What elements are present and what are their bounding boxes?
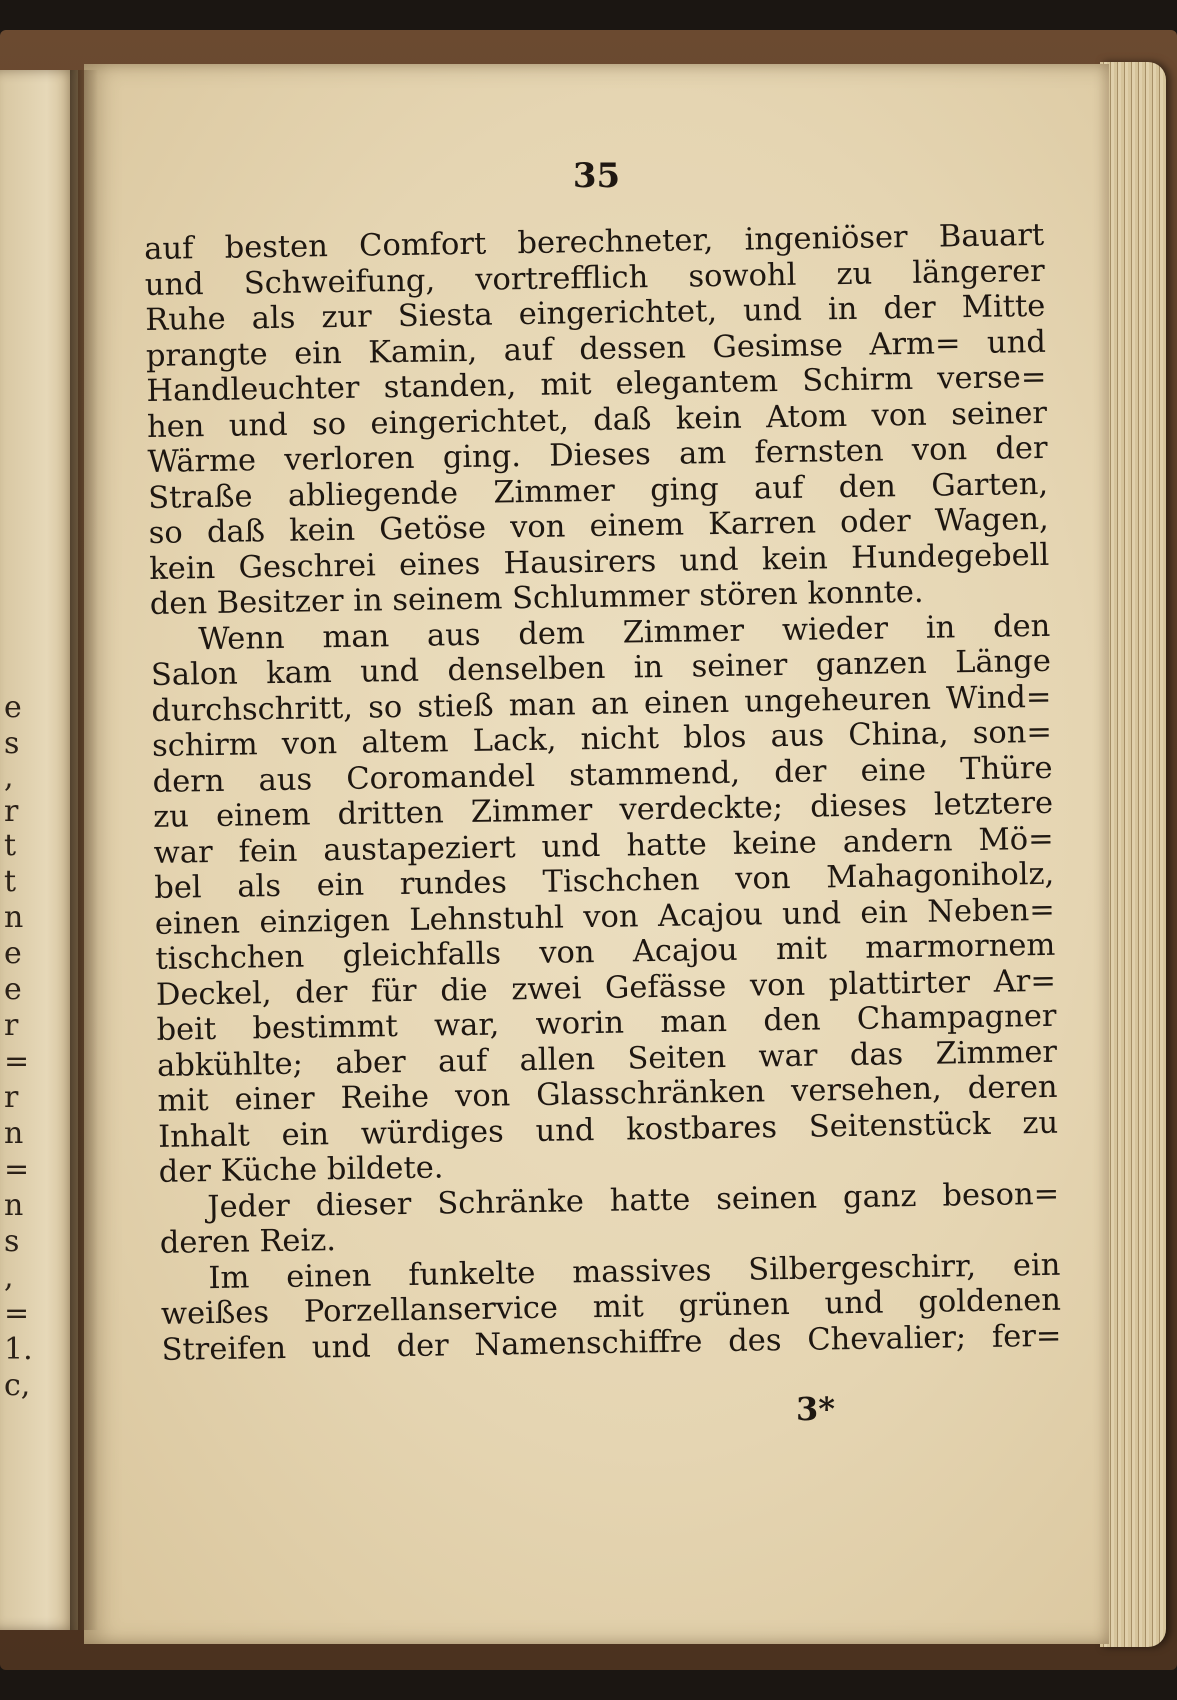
text-line: einen einzigen Lehnstuhl von Acajou und ein Neben=	[154, 892, 1056, 942]
text-line: der Küche bildete.	[158, 1150, 444, 1190]
text-line: den Besitzer in seinem Schlummer stören konnte.	[149, 574, 924, 622]
margin-glyph: r	[4, 1080, 19, 1115]
text-line: zu einem dritten Zimmer verdeckte; dieses letztere	[152, 785, 1054, 835]
margin-glyph: n	[4, 900, 24, 935]
margin-glyph: =	[4, 1296, 30, 1331]
text-line: Im einen funkelte massives Silbergeschirr, ein	[208, 1247, 1061, 1296]
text-line: Deckel, der für die zwei Gefässe von plattirter Ar=	[155, 963, 1057, 1013]
text-line: und Schweifung, vortrefflich sowohl zu längerer	[144, 253, 1045, 303]
margin-glyph: ,	[4, 760, 14, 795]
text-line: abkühlte; aber auf allen Seiten war das Zimmer	[156, 1034, 1058, 1084]
text-line: durchschritt, so stieß man an einen ungeheuren Wind=	[151, 679, 1052, 729]
margin-glyph: ,	[4, 1260, 14, 1295]
text-line: Wärme verloren ging. Dieses am fernsten von der	[147, 430, 1048, 480]
page-edge-stack	[1100, 62, 1166, 1647]
margin-glyph: t	[4, 828, 17, 863]
text-line: Wenn man aus dem Zimmer wieder in den	[198, 608, 1051, 657]
page-text	[144, 218, 1062, 1368]
text-line: beit bestimmt war, worin man den Champagner	[156, 998, 1057, 1048]
text-line: so daß kein Getöse von einem Karren oder Wagen,	[148, 501, 1049, 551]
text-line: weißes Porzellanservice mit grünen und goldenen	[160, 1282, 1062, 1332]
text-line: Salon kam und denselben in seiner ganzen Länge	[150, 643, 1052, 693]
margin-glyph: s	[4, 1224, 20, 1259]
text-line: Inhalt ein würdiges und kostbares Seitenstück zu	[157, 1105, 1059, 1155]
text-line: schirm von altem Lack, nicht blos aus China, son=	[151, 714, 1053, 764]
margin-glyph: n	[4, 1116, 24, 1151]
margin-glyph: r	[4, 1008, 19, 1043]
text-line: war fein austapeziert und hatte keine andern Mö=	[153, 821, 1054, 871]
text-line: Straße abliegende Zimmer ging auf den Garten,	[147, 466, 1049, 516]
page-number: 35	[572, 156, 621, 196]
text-line: Jeder dieser Schränke hatte seinen ganz beson=	[207, 1176, 1060, 1225]
margin-glyph: r	[4, 794, 19, 829]
text-line: dern aus Coromandel stammend, der eine Thüre	[152, 750, 1053, 800]
text-line: hen und so eingerichtet, daß kein Atom von seiner	[146, 395, 1048, 445]
margin-glyph: e	[4, 690, 22, 725]
text-line: Streifen und der Namenschiffre des Chevalier; fer=	[161, 1318, 1062, 1368]
margin-glyph: t	[4, 864, 17, 899]
margin-glyph: e	[4, 936, 22, 971]
text-line: tischchen gleichfalls von Acajou mit marmornem	[155, 927, 1056, 977]
margin-glyph: =	[4, 1152, 30, 1187]
text-line: Handleuchter standen, mit elegantem Schirm verse=	[146, 359, 1047, 409]
text-line: bel als ein rundes Tischchen von Mahagoniholz,	[154, 856, 1055, 906]
margin-glyph: 1.	[4, 1332, 33, 1367]
text-line: auf besten Comfort berechneter, ingeniöser Bauart	[144, 217, 1045, 267]
left-page-margin-text	[0, 70, 40, 1630]
text-line: Ruhe als zur Siesta eingerichtet, und in der Mitte	[145, 288, 1046, 338]
margin-glyph: n	[4, 1188, 24, 1223]
text-line: kein Geschrei eines Hausirers und kein Hundegebell	[149, 537, 1050, 587]
book-page	[84, 64, 1109, 1644]
text-line: deren Reiz.	[159, 1223, 337, 1261]
page-gutter-shadow	[70, 70, 98, 1630]
margin-glyph: e	[4, 972, 22, 1007]
left-facing-page	[0, 70, 78, 1630]
text-line: mit einer Reihe von Glasschränken versehen, deren	[157, 1069, 1058, 1119]
margin-glyph: c,	[4, 1368, 31, 1403]
text-line: prangte ein Kamin, auf dessen Gesimse Arm= und	[145, 324, 1047, 374]
signature-mark: 3*	[796, 1390, 835, 1428]
margin-glyph: =	[4, 1044, 30, 1079]
margin-glyph: s	[4, 726, 20, 761]
